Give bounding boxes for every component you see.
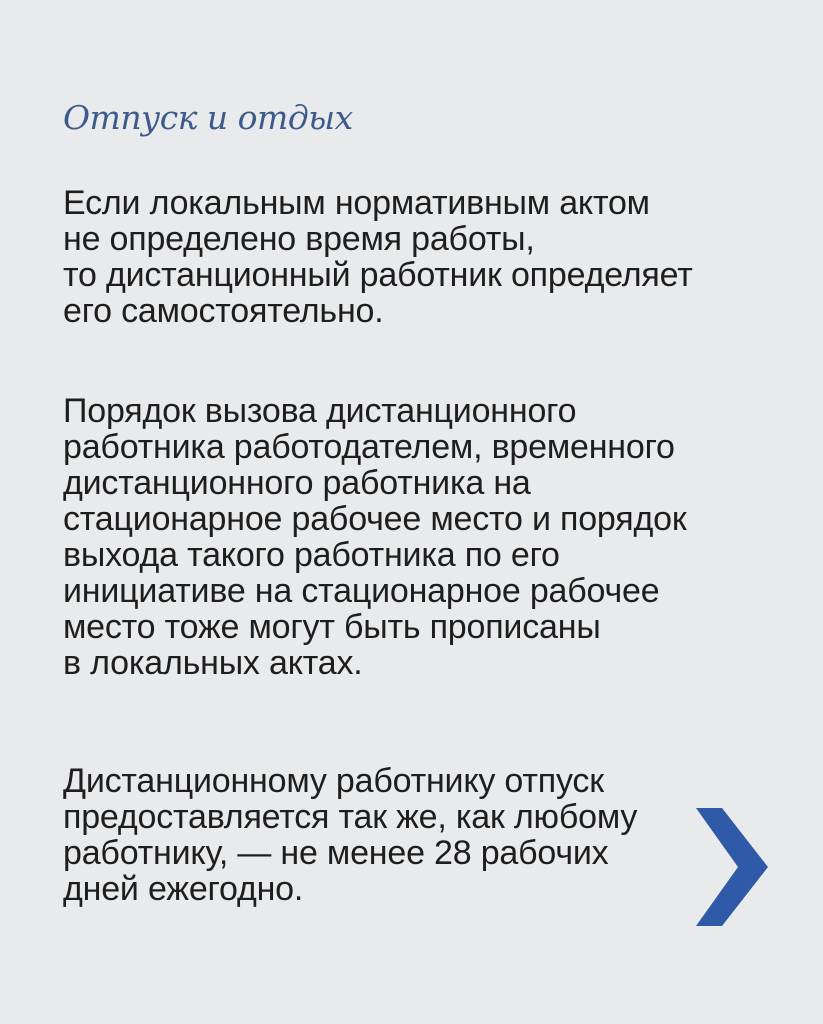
- paragraph-line: выхода такого работника по его: [63, 536, 560, 574]
- chevron-right-icon-graphic: [696, 808, 768, 926]
- paragraph-vacation: [63, 763, 637, 907]
- paragraph-line: место тоже могут быть прописаны: [63, 608, 601, 646]
- chevron-right-icon[interactable]: [696, 808, 768, 926]
- paragraph-workplace-order: [63, 393, 687, 681]
- paragraph-line: дней ежегодно.: [63, 870, 304, 908]
- paragraph-line: предоставляется так же, как любому: [63, 798, 638, 836]
- paragraph-line: то дистанционный работник определяет: [63, 256, 693, 294]
- paragraph-line: дистанционного работника на: [63, 464, 531, 502]
- paragraph-line: Если локальным нормативным актом: [63, 184, 650, 222]
- paragraph-line: его самостоятельно.: [63, 292, 384, 330]
- paragraph-line: инициативе на стационарное рабочее: [63, 572, 660, 610]
- paragraph-line: не определено время работы,: [63, 220, 535, 258]
- paragraph-line: работника работодателем, временного: [63, 428, 675, 466]
- paragraph-line: в локальных актах.: [63, 644, 363, 682]
- paragraph-work-time: [63, 185, 693, 329]
- paragraph-line: работнику, — не менее 28 рабочих: [63, 834, 609, 872]
- paragraph-line: Дистанционному работнику отпуск: [63, 762, 604, 800]
- page-title: Отпуск и отдых: [63, 98, 353, 137]
- paragraph-line: стационарное рабочее место и порядок: [63, 500, 687, 538]
- paragraph-line: Порядок вызова дистанционного: [63, 392, 577, 430]
